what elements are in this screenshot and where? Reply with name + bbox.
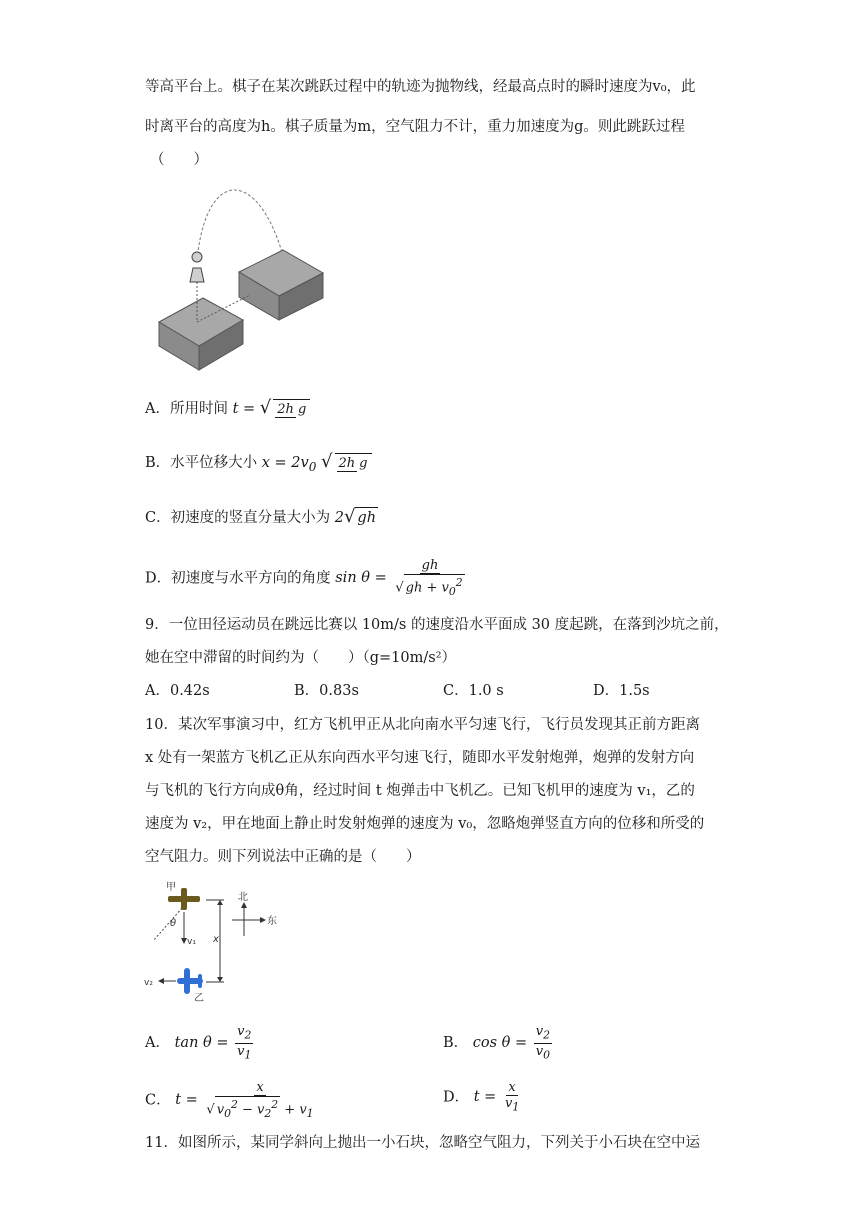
q8-option-d xyxy=(145,558,469,599)
q9-option-c: C．1.0 s xyxy=(443,683,504,699)
q11-text-line1: 11．如图所示，某同学斜向上抛出一小石块，忽略空气阻力，下列关于小石块在空中运 xyxy=(145,1135,700,1151)
q9-option-a: A．0.42s xyxy=(145,683,210,699)
q8-option-b-label: B．水平位移大小 xyxy=(145,455,258,471)
q8-option-d-label: D．初速度与水平方向的角度 xyxy=(145,570,331,587)
q8-option-c-formula: 2√ gh xyxy=(334,506,377,527)
q10-figure-aircraft xyxy=(140,878,290,1003)
q10-option-b xyxy=(443,1024,554,1062)
q10-text-line1: 10．某次军事演习中，红方飞机甲正从北向南水平匀速飞行，飞行员发现其正前方距离 xyxy=(145,717,700,733)
label-x: x xyxy=(213,934,219,945)
label-v1: v₁ xyxy=(187,937,196,947)
q8-text-line1: 等高平台上。棋子在某次跳跃过程中的轨迹为抛物线，经最高点时的瞬时速度为v₀，此 xyxy=(145,79,696,95)
q8-option-a-label: A．所用时间 xyxy=(145,401,228,417)
q8-option-a-formula: t = √ 2h g xyxy=(233,401,313,417)
label-north: 北 xyxy=(238,892,248,903)
q10-option-b-label: B． xyxy=(443,1035,469,1052)
q10-option-a-label: A． xyxy=(145,1035,170,1052)
q10-option-d xyxy=(443,1080,523,1115)
q10-text-line4: 速度为 v₂，甲在地面上静止时发射炮弹的速度为 v₀，忽略炮弹竖直方向的位移和所受的 xyxy=(145,816,705,832)
q10-option-a-formula: tan θ = $\frac{v_2}{v_1}$ xyxy=(174,1024,252,1062)
q10-option-d-label: D． xyxy=(443,1089,470,1106)
q9-text-line2: 她在空中滞留的时间约为（ ）（g=10m/s²） xyxy=(145,650,457,666)
q10-option-b-formula: cos θ = $\frac{v_2}{v_0}$ xyxy=(472,1024,551,1062)
q8-text-line2: 时离平台的高度为h。棋子质量为m，空气阻力不计，重力加速度为g。则此跳跃过程 xyxy=(145,119,685,135)
q9-option-d: D．1.5s xyxy=(593,683,650,699)
q10-text-line3: 与飞机的飞行方向成θ角，经过时间 t 炮弹击中飞机乙。已知飞机甲的速度为 v₁，乙的 xyxy=(145,783,695,799)
q8-option-c xyxy=(145,507,378,528)
label-east: 东 xyxy=(267,916,277,927)
q10-text-line5: 空气阻力。则下列说法中正确的是（ ） xyxy=(145,849,421,865)
q10-text-line2: x 处有一架蓝方飞机乙正从东向西水平匀速飞行，随即水平发射炮弹，炮弹的发射方向 xyxy=(145,750,695,766)
label-theta: θ xyxy=(170,918,177,929)
q8-option-d-formula: sin θ = $\frac{gh}{√ gh + v_0^2}$ xyxy=(335,558,463,598)
label-jia: 甲 xyxy=(166,882,176,893)
label-yi: 乙 xyxy=(194,993,204,1003)
label-v2: v₂ xyxy=(144,978,153,988)
q8-option-b xyxy=(145,452,374,477)
q10-option-c-formula: t = $\frac{x}{√ v_0^2 - v_2^2 + v_1}$ xyxy=(175,1080,314,1120)
q10-option-d-formula: t = $\frac{x}{v_1}$ xyxy=(473,1080,520,1114)
q10-option-c xyxy=(145,1080,318,1121)
q8-option-c-label: C．初速度的竖直分量大小为 xyxy=(145,510,331,526)
q9-option-b: B．0.83s xyxy=(294,683,359,699)
q10-option-a xyxy=(145,1024,255,1062)
q8-option-b-formula: $x = 2v_0$ √ 2h g xyxy=(262,455,374,471)
q8-option-a xyxy=(145,398,312,420)
q9-text-line1: 9．一位田径运动员在跳远比赛以 10m/s 的速度沿水平面成 30 度起跳，在落到沙坑之前， xyxy=(145,617,729,633)
q10-option-c-label: C． xyxy=(145,1092,171,1109)
plane-yi-icon xyxy=(177,968,203,994)
q8-figure-jump-platforms xyxy=(155,180,330,375)
q8-answer-bracket: （ ） xyxy=(150,152,208,168)
